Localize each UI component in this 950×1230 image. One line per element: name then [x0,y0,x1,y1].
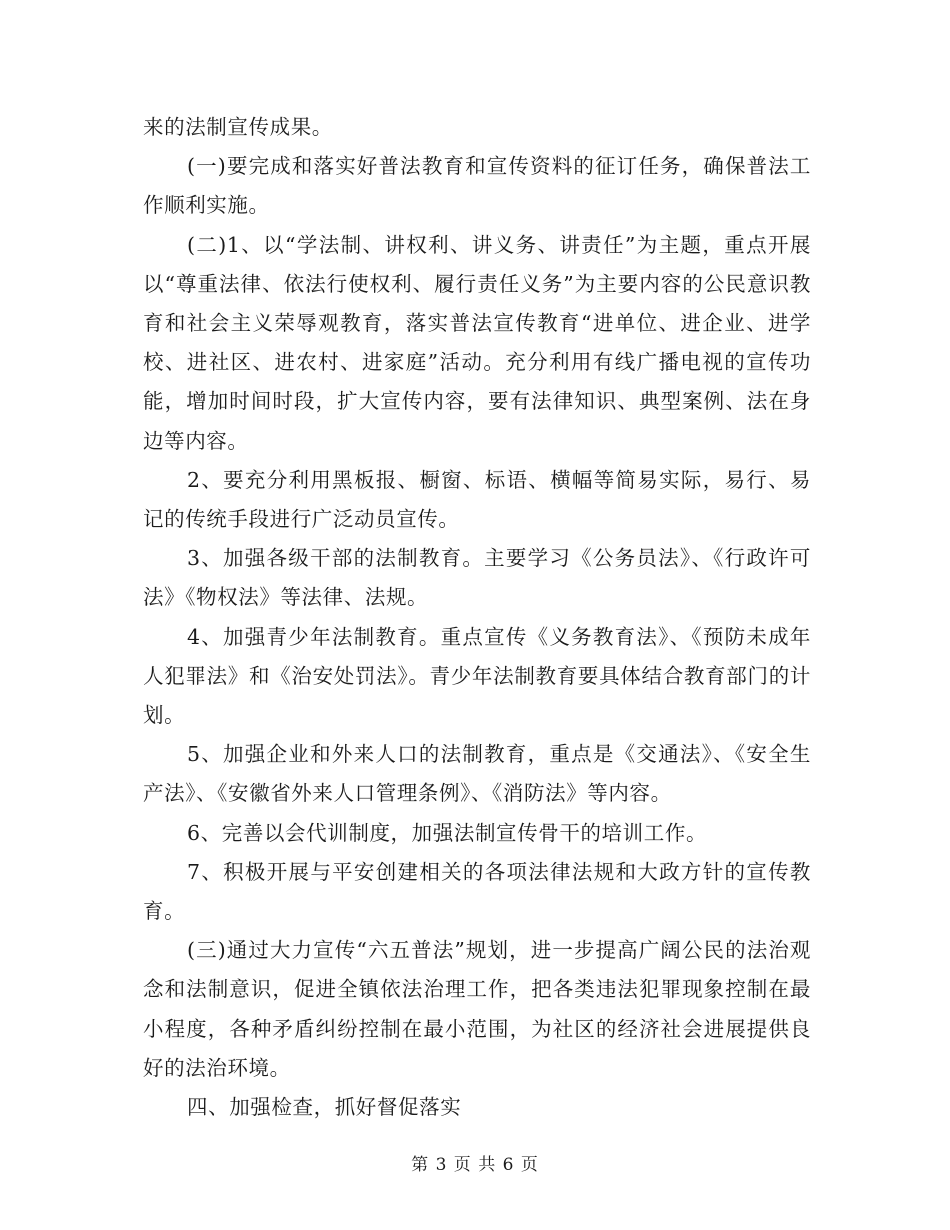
paragraph-1: 来的法制宣传成果。 [143,115,333,139]
paragraph-2: (一)要完成和落实好普法教育和宣传资料的征订任务，确保普法工作顺利实施。 [143,154,811,218]
document-body [143,108,811,1127]
paragraph-8: 6、完善以会代训制度，加强法制宣传骨干的培训工作。 [187,820,708,845]
paragraph-10: (三)通过大力宣传“六五普法”规划，进一步提高广阔公民的法治观念和法制意识，促进全镇依法治理工作，把各类违法犯罪现象控制在最小程度，各种矛盾纠纷控制在最小范围，为社区的经济社会进展提供良好的法治环境。 [143,938,811,1080]
section-heading: 四、加强检查，抓好督促落实 [187,1095,462,1120]
paragraph-3: (二)1、以“学法制、讲权利、讲义务、讲责任”为主题，重点开展以“尊重法律、依法行使权利、履行责任义务”为主要内容的公民意识教育和社会主义荣辱观教育，落实普法宣传教育“进单位、进企业、进学校、进社区、进农村、进家庭”活动。充分利用有线广播电视的宣传功能，增加时间时段，扩大宣传内容，要有法律知识、典型案例、法在身边等内容。 [143,232,811,453]
page-number-label: 第 3 页 共 6 页 [411,1155,539,1175]
paragraph-7: 5、加强企业和外来人口的法制教育，重点是《交通法》、《安全生产法》、《安徽省外来人口管理条例》、《消防法》等内容。 [143,742,811,806]
page-footer [0,1150,950,1175]
paragraph-4: 2、要充分利用黑板报、橱窗、标语、横幅等简易实际，易行、易记的传统手段进行广泛动员宣传。 [143,467,811,532]
paragraph-9: 7、积极开展与平安创建相关的各项法律法规和大政方针的宣传教育。 [143,859,811,924]
paragraph-6: 4、加强青少年法制教育。重点宣传《义务教育法》、《预防未成年人犯罪法》和《治安处罚法》。青少年法制教育要具体结合教育部门的计划。 [143,624,811,728]
paragraph-5: 3、加强各级干部的法制教育。主要学习《公务员法》、《行政许可法》《物权法》等法律、法规。 [143,546,811,610]
